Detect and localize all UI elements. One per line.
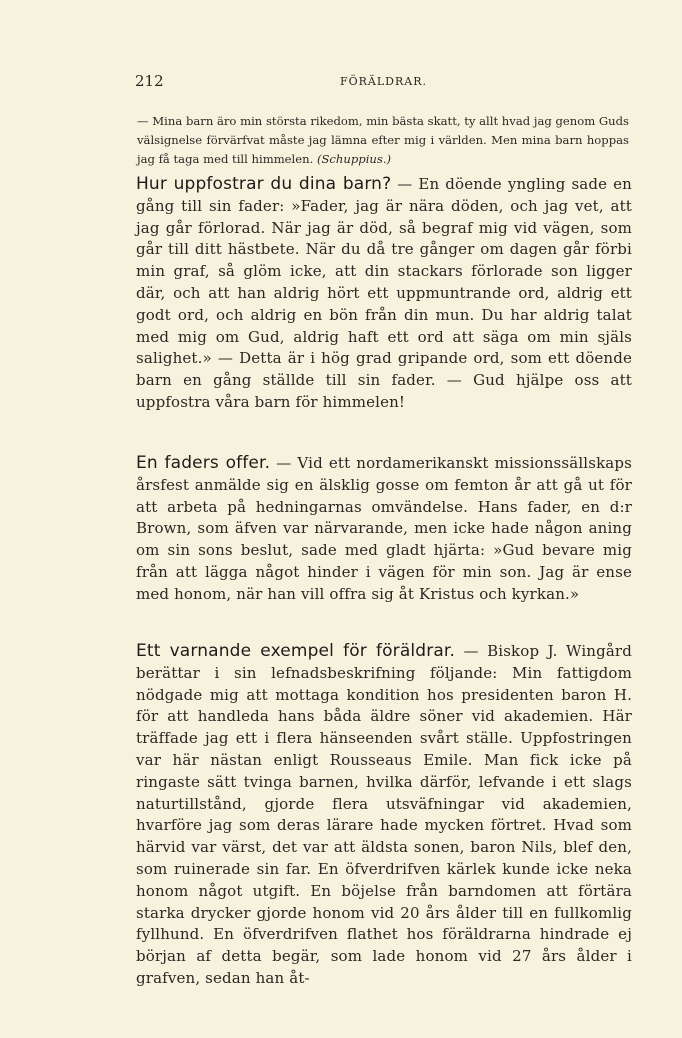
page-header [135, 72, 632, 94]
section-heading: Ett varnande exempel för föräldrar. [136, 641, 456, 661]
section-paragraph [136, 453, 632, 606]
section-body: — Biskop J. Wingård berättar i sin lefnadsbeskrifning följande: Min fattigdom nödgade mig att mottaga kondition hos presidenten baron H. för att handleda hans båda äldre söner vid akademien. Här träffade jag ett i flera hänseenden svårt ställe. Uppfostringen var här nästan enligt Rousseaus Emile. Man fick icke på ringaste sätt tvinga barnen, hvilka därför, lefvande i ett slags naturtillstånd, gjorde flera utsväfningar vid akademien, hvarföre jag som deras lärare hade mycken förtret. Hvad som härvid var värst, det var att äldsta sonen, baron Nils, blef den, som ruinerade sin far. En öfverdrifven kärlek kunde icke neka honom något utgift. En böjelse från barndomen att förtära starka drycker gjorde honom vid 20 års ålder till en fullkomlig fyllhund. En öfverdrifven flathet hos föräldrarna hindrade ej början af detta begär, som lade honom vid 27 års ålder i grafven, sedan han åt- [136, 642, 633, 987]
section-paragraph [136, 641, 632, 990]
section-ett-varnande-exempel [136, 641, 632, 990]
section-body: — Vid ett nordamerikanskt missionssällskaps årsfest anmälde sig en älsklig gosse om femton år att gå ut för att arbeta på hedningarnas omvändelse. Hans fader, en d:r Brown, som äfven var närvarande, men icke hade någon aning om sin sons beslut, sade med gladt hjärta: »Gud bevare mig från att lägga något hinder i vägen för min son. Jag är ense med honom, när han vill offra sig åt Kristus och kyrkan.» [136, 454, 632, 603]
quote-text: — Mina barn äro min största rikedom, min bästa skatt, ty allt hvad jag genom Guds välsignelse förvärfvat måste jag lämna efter mig i världen. Men mina barn hoppas jag få taga med till himmelen. [137, 113, 629, 166]
page-number: 212 [135, 72, 164, 90]
quote-source: (Schuppius.) [316, 151, 392, 166]
section-en-faders-offer [136, 453, 632, 606]
section-body: — En döende yngling sade en gång till sin fader: »Fader, jag är nära döden, och jag vet, att jag går förlorad. När jag är död, så begraf mig vid vägen, som går till ditt hästbete. När du då tre gånger om dagen går förbi min graf, så glöm icke, att din stackars förlorade son ligger där, och att han aldrig hört ett uppmuntrande ord, aldrig ett godt ord, och aldrig en bön från din mun. Du har aldrig talat med mig om Gud, aldrig haft ett ord att säga om min själs salighet.» — Detta är i hög grad gripande ord, som ett döende barn en gång ställde till sin fader. — Gud hjälpe oss att uppfostra våra barn för himmelen! [136, 175, 632, 411]
section-hur-uppfostrar [136, 174, 632, 414]
running-head: FÖRÄLDRAR. [339, 75, 427, 88]
section-heading: En faders offer. [136, 453, 271, 473]
section-heading: Hur uppfostrar du dina barn? [136, 174, 392, 194]
opening-quote [137, 112, 629, 169]
section-paragraph [136, 174, 632, 414]
